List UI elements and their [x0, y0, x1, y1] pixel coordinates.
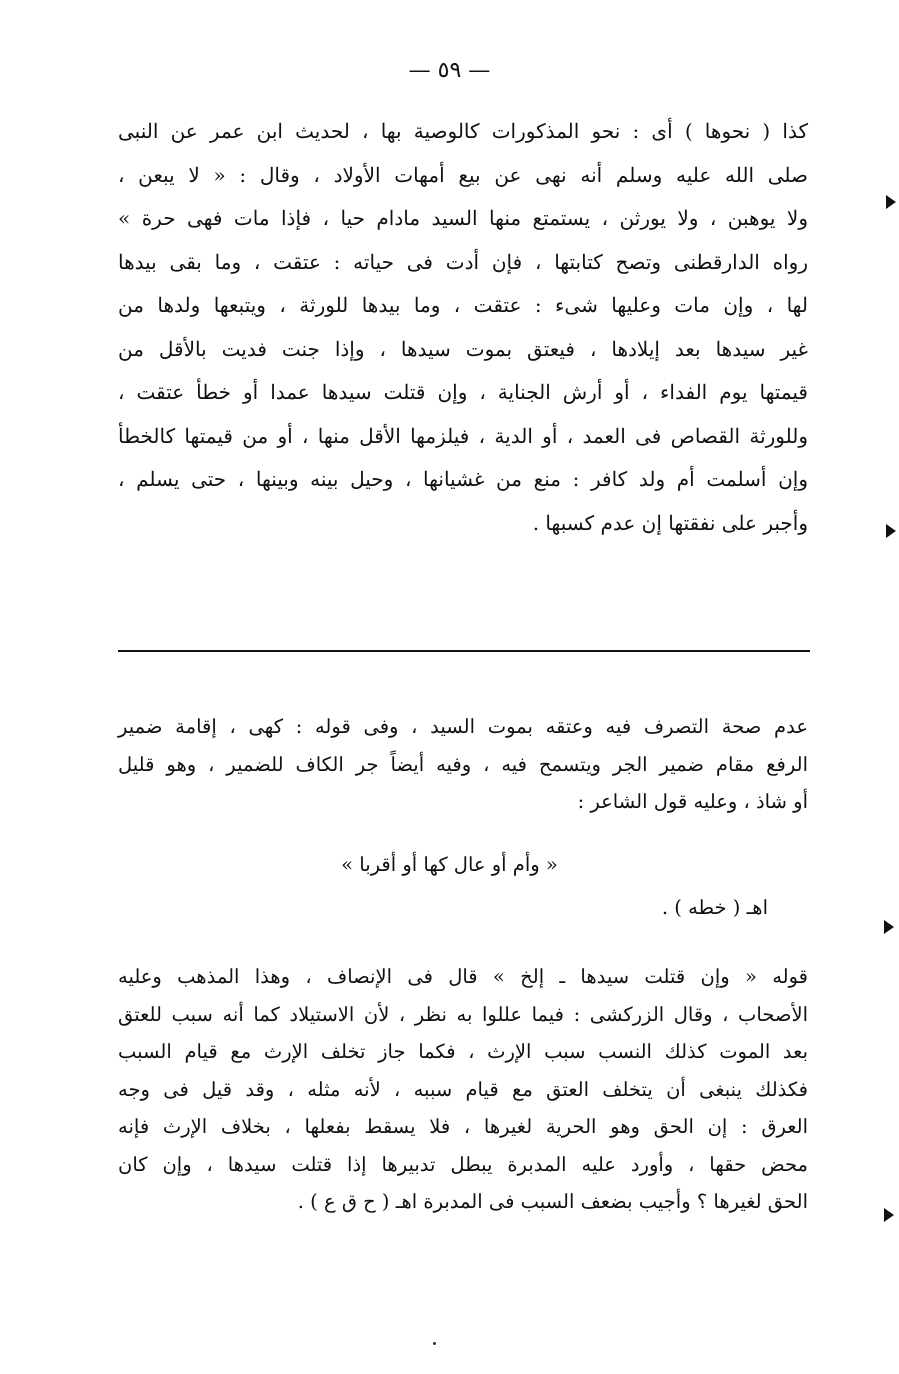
footnote-paragraph [118, 958, 808, 1221]
footnote-line: محض حقها ، وأورد عليه المدبرة يبطل تدبيرها إذا قتلت سيدها ، وإن كان [118, 1152, 808, 1176]
main-text-line: غير سيدها بعد إيلادها ، فيعتق بموت سيدها ، وإذا جنت فديت بالأقل من [118, 336, 808, 361]
footnote-line: أو شاذ ، وعليه قول الشاعر : [577, 790, 808, 813]
main-text-line: كذا ( نحوها ) أى : نحو المذكورات كالوصية بها ، لحديث ابن عمر عن النبى [118, 119, 808, 143]
main-text-line: لها ، وإن مات وعليها شىء : عتقت ، وما بيدها للورثة ، ويتبعها ولدها من [118, 293, 808, 317]
footnote-line: الرفع مقام ضمير الجر ويتسمح فيه ، وفيه أيضاً جر الكاف للضمير ، وهو قليل [118, 752, 808, 776]
footnote-signoff [118, 896, 808, 919]
poetry-verse: « وأم أو عال كها أو أقربا » [341, 853, 558, 876]
footnote-line: قوله « وإن قتلت سيدها ـ إلخ » قال فى الإنصاف ، وهذا المذهب وعليه [118, 965, 808, 988]
main-text-line: ولا يوهبن ، ولا يورثن ، يستمتع منها السيد مادام حيا ، فإذا مات فهى حرة » [118, 206, 808, 230]
main-text-line: وللورثة القصاص فى العمد ، أو الدية ، فيلزمها الأقل منها ، أو من قيمتها كالخطأ [118, 423, 808, 448]
main-text-block [118, 110, 808, 545]
main-text-line: صلى الله عليه وسلم أنه نهى عن بيع أمهات الأولاد ، وقال : « لا يبعن ، [118, 162, 808, 187]
margin-mark-icon [886, 524, 896, 538]
margin-mark-icon [886, 195, 896, 209]
margin-mark-icon [884, 920, 894, 934]
main-text-line: وإن أسلمت أم ولد كافر : منع من غشيانها ، وحيل بينه وبينها ، حتى يسلم ، [118, 467, 808, 491]
footnote-line: الأصحاب ، وقال الزركشى : فيما عللوا به نظر ، لأن الاستيلاد كما أنه سبب للعتق [118, 1002, 808, 1026]
page-number: — ٥٩ — [408, 58, 491, 83]
footnote-line: عدم صحة التصرف فيه وعتقه بموت السيد ، وفى قوله : كهى ، إقامة ضمير [118, 715, 808, 738]
main-text-line: رواه الدارقطنى وتصح كتابتها ، فإن أدت فى حياته : عتقت ، وما بقى بيدها [118, 249, 808, 274]
signoff-text: اهـ ( خطه ) . [661, 896, 768, 919]
margin-mark-icon [884, 1208, 894, 1222]
main-text-line: وأجبر على نفقتها إن عدم كسبها . [532, 510, 808, 535]
footnote-divider [118, 650, 810, 652]
footnote-line: بعد الموت كذلك النسب سبب الإرث ، فكما جاز تخلف الإرث مع قيام السبب [118, 1040, 808, 1063]
footnote-line: العرق : إن الحق وهو الحرية لغيرها ، فلا يسقط بفعلها ، بخلاف الإرث فإنه [118, 1115, 808, 1138]
footnote-line: فكذلك ينبغى أن يتخلف العتق مع قيام سببه ، لأنه مثله ، وقد قيل فى وجه [118, 1077, 808, 1101]
footnote-line: الحق لغيرها ؟ وأجيب بضعف السبب فى المدبرة اهـ ( ح ق ع ) . [297, 1190, 808, 1213]
scan-speck [433, 1342, 436, 1345]
footnote-paragraph [118, 708, 808, 821]
main-text-line: قيمتها يوم الفداء ، أو أرش الجناية ، وإن قتلت سيدها عمدا أو خطأ عتقت ، [118, 380, 808, 404]
